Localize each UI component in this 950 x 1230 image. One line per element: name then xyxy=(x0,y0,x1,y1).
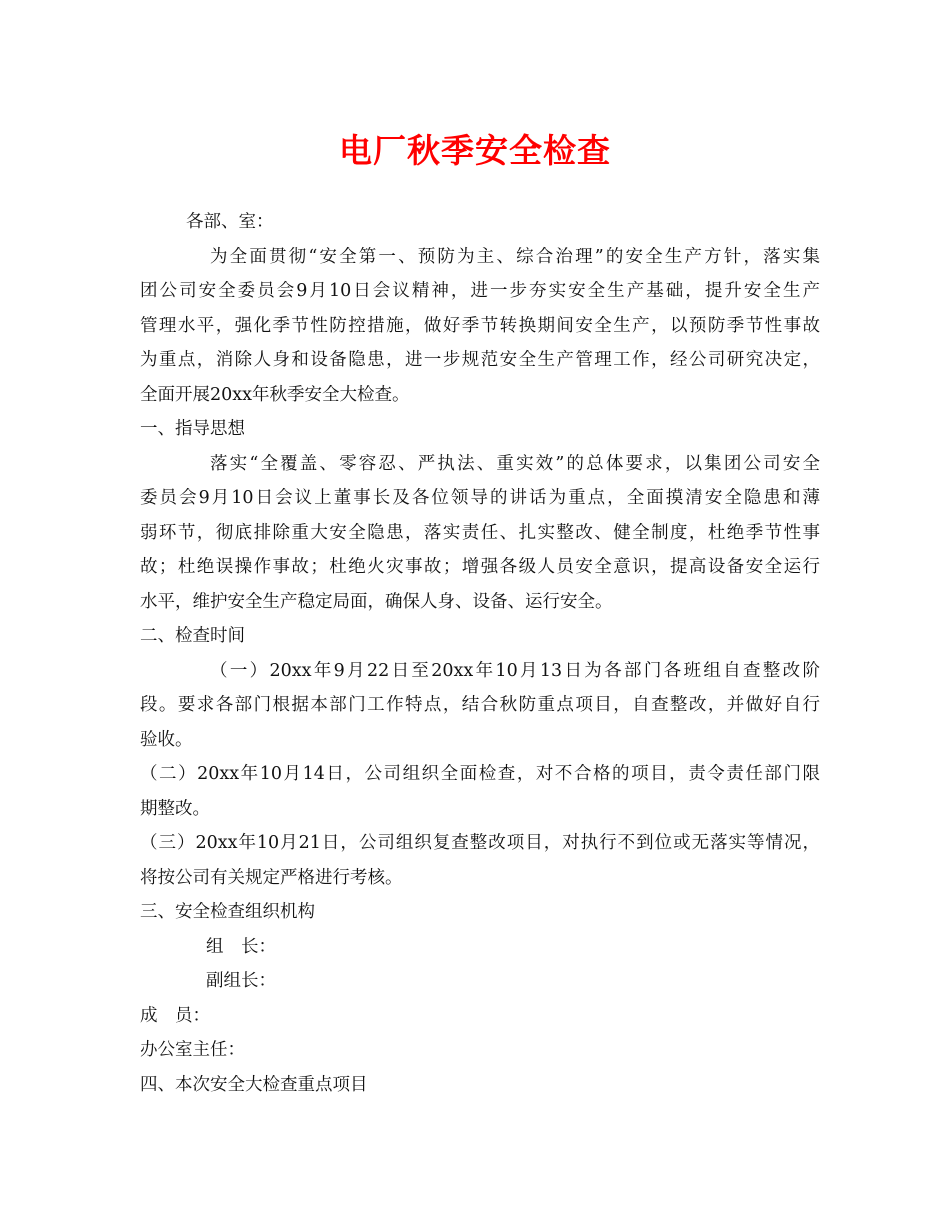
paragraph-line: 全面开展20xx年秋季安全大检查。 xyxy=(140,384,410,405)
paragraph-line: 弱环节，彻底排除重大安全隐患，落实责任、扎实整改、健全制度，杜绝季节性事 xyxy=(140,522,820,543)
paragraph-line: 落实“全覆盖、零容忍、严执法、重实效”的总体要求，以集团公司安全 xyxy=(210,453,820,474)
paragraph-line: 将按公司有关规定严格进行考核。 xyxy=(140,867,403,888)
inspection-phase-3 xyxy=(140,826,820,895)
role-office-director: 办公室主任： xyxy=(140,1040,245,1060)
section-heading-key-items: 四、本次安全大检查重点项目 xyxy=(140,1074,368,1095)
paragraph-line: 为重点，消除人身和设备隐患，进一步规范安全生产管理工作，经公司研究决定， xyxy=(140,350,820,370)
inspection-phase-2 xyxy=(140,757,820,826)
intro-paragraph xyxy=(140,240,820,413)
paragraph-line: 委员会9月10日会议上董事长及各位领导的讲话为重点，全面摸清安全隐患和薄 xyxy=(140,488,820,508)
paragraph-line: 为全面贯彻“安全第一、预防为主、综合治理”的安全生产方针，落实集 xyxy=(210,246,820,267)
section-heading-organization: 三、安全检查组织机构 xyxy=(140,902,315,922)
paragraph-line: 验收。 xyxy=(140,729,193,750)
paragraph-line: 期整改。 xyxy=(140,798,210,819)
role-members: 成 员： xyxy=(140,1005,210,1026)
paragraph-line: 故；杜绝误操作事故；杜绝火灾事故；增强各级人员安全意识，提高设备安全运行 xyxy=(140,557,820,577)
section-heading-inspection-time: 二、检查时间 xyxy=(140,626,245,646)
paragraph-line: （一）20xx年9月22日至20xx年10月13日为各部门各班组自查整改阶 xyxy=(210,660,820,681)
section-heading-guiding-ideology: 一、指导思想 xyxy=(140,419,245,439)
salutation: 各部、室： xyxy=(186,212,274,232)
paragraph-line: （三）20xx年10月21日，公司组织复查整改项目，对执行不到位或无落实等情况， xyxy=(140,833,820,853)
document-body xyxy=(140,205,820,1102)
role-leader: 组 长： xyxy=(206,936,276,957)
document-title: 电厂秋季安全检查 xyxy=(339,131,611,170)
paragraph-line: （二）20xx年10月14日，公司组织全面检查，对不合格的项目，责令责任部门限 xyxy=(140,764,820,784)
paragraph-line: 管理水平，强化季节性防控措施，做好季节转换期间安全生产，以预防季节性事故 xyxy=(140,315,820,336)
paragraph-line: 段。要求各部门根据本部门工作特点，结合秋防重点项目，自查整改，并做好自行 xyxy=(140,695,820,715)
guiding-ideology-paragraph xyxy=(140,447,820,620)
paragraph-line: 团公司安全委员会9月10日会议精神，进一步夯实安全生产基础，提升安全生产 xyxy=(140,281,820,301)
paragraph-line: 水平，维护安全生产稳定局面，确保人身、设备、运行安全。 xyxy=(140,591,613,612)
inspection-phase-1 xyxy=(140,654,820,758)
role-deputy-leader: 副组长： xyxy=(206,971,276,991)
